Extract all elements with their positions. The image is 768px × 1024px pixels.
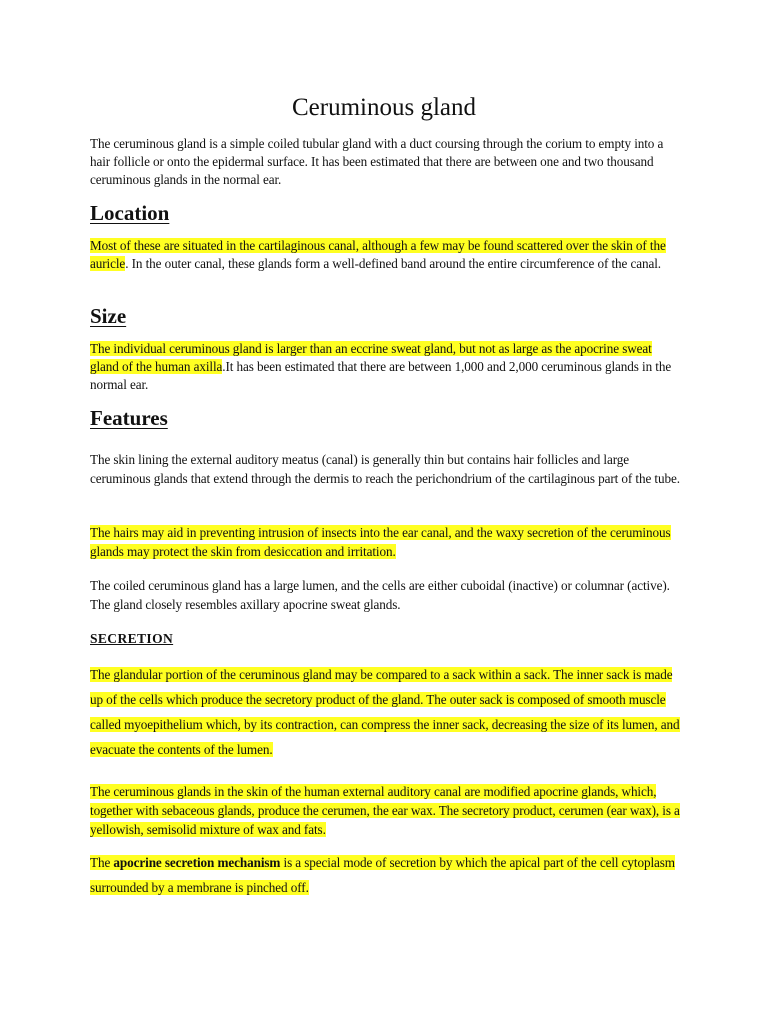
secretion-paragraph-1 [90, 662, 682, 762]
size-paragraph [90, 340, 682, 394]
size-rest: .It has been estimated that there are between 1,000 and 2,000 ceruminous glands in the normal ear. [90, 359, 672, 392]
size-highlight: The individual ceruminous gland is larger than an eccrine sweat gland, but not as large as the apocrine sweat gland of the human axilla [90, 341, 652, 374]
secretion-paragraph-3 [90, 850, 682, 900]
apocrine-mechanism-term: apocrine secretion mechanism [113, 855, 281, 870]
features-paragraph-1: The skin lining the external auditory meatus (canal) is generally thin but contains hair follicles and large ceruminous glands that extend through the dermis to reach the perichondrium of the cartilaginous part of the tube. [90, 452, 680, 486]
location-rest: . In the outer canal, these glands form a well-defined band around the entire circumference of the canal. [125, 256, 661, 271]
location-highlight: Most of these are situated in the cartilaginous canal, although a few may be found scattered over the skin of the auricle [90, 238, 666, 271]
secretion-p3-start: The [90, 855, 114, 870]
features-highlight: The hairs may aid in preventing intrusion of insects into the ear canal, and the waxy secretion of the ceruminous glands may protect the skin from desiccation and irritation. [90, 525, 671, 559]
secretion-highlight-2: The ceruminous glands in the skin of the human external auditory canal are modified apocrine glands, which, together with sebaceous glands, produce the cerumen, the ear wax. The secretory product, cerumen (ear wax), is a yellowish, semisolid mixture of wax and fats. [90, 784, 680, 837]
features-heading: Features [90, 406, 168, 430]
secretion-p3-end: is a special mode of secretion by which the apical part of the cell cytoplasm surrounded by a membrane is pinched off. [90, 855, 675, 895]
features-paragraph-2 [90, 523, 682, 561]
secretion-paragraph-2 [90, 782, 682, 839]
secretion-heading: SECRETION [90, 631, 174, 646]
page-title: Ceruminous gland [291, 94, 476, 121]
location-paragraph [90, 237, 682, 273]
intro-paragraph: The ceruminous gland is a simple coiled tubular gland with a duct coursing through the corium to empty into a hair follicle or onto the epidermal surface. It has been estimated that there are between one and two thousand ceruminous glands in the normal ear. [90, 136, 664, 187]
size-heading: Size [90, 304, 127, 328]
features-paragraph-3: The coiled ceruminous gland has a large lumen, and the cells are either cuboidal (inactive) or columnar (active). The gland closely resembles axillary apocrine sweat glands. [90, 578, 670, 612]
secretion-highlight-3 [90, 855, 675, 895]
location-heading: Location [90, 201, 170, 225]
secretion-highlight-1: The glandular portion of the ceruminous gland may be compared to a sack within a sack. The inner sack is made up of the cells which produce the secretory product of the gland. The outer sack is composed of smooth muscle called myoepithelium which, by its contraction, can compress the inner sack, decreasing the size of its lumen, and evacuate the contents of the lumen. [90, 667, 680, 757]
